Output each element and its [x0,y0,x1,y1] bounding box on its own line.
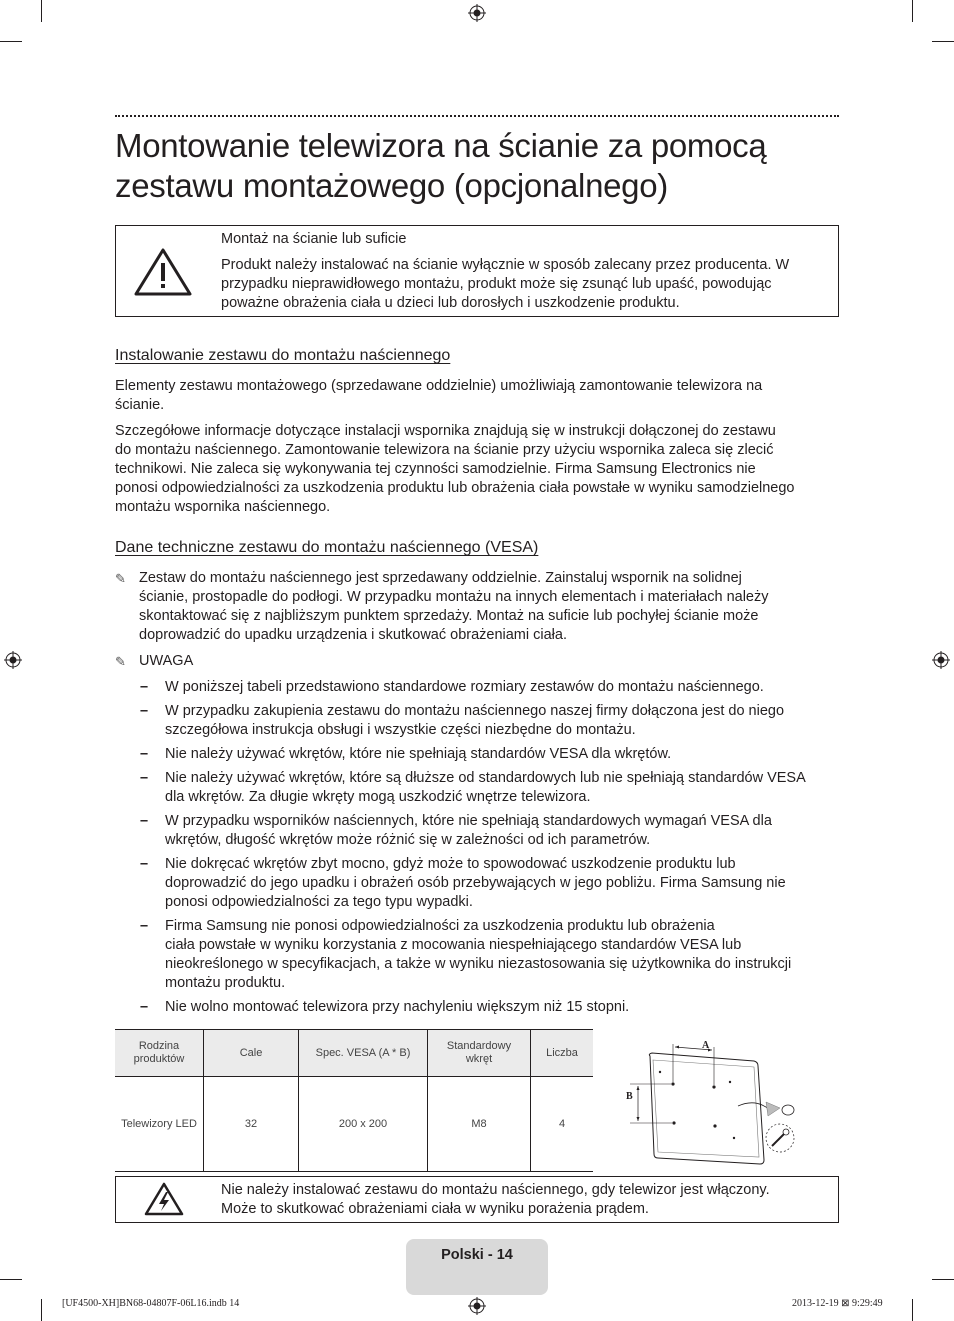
table-header-cell [531,1030,594,1077]
registration-mark-icon [932,651,950,669]
paragraph-line: ścianie. [115,397,165,413]
crop-mark [912,1299,913,1321]
list-item-line: dla wkrętów. Za długie wkręty mogą uszkodzić wnętrze telewizora. [165,789,591,805]
uwaga-note [115,652,839,672]
list-item-line: ciała powstałe w wyniku korzystania z mocowania niespełniającego standardów VESA lub [165,937,742,953]
list-item-line: szczegółowa instrukcja obsługi i wszystkie części niezbędne do montażu. [165,722,636,738]
registration-mark-icon [468,4,486,22]
list-item [140,769,840,807]
list-item-line: Nie dokręcać wkrętów zbyt mocno, gdyż może to spowodować uszkodzenie produktu lub [165,856,736,872]
table-header-text: Rodzina [138,1040,180,1052]
paragraph [115,422,839,517]
table-header-text: Liczba [546,1046,578,1059]
dimension-label-a: A [702,1040,710,1051]
table-header-text: wkręt [465,1053,493,1065]
paragraph [115,377,839,415]
table-cell: Telewizory LED [115,1077,204,1172]
note-line: doprowadzić do upadku urządzenia i skutkować obrażeniami ciała. [139,627,567,643]
print-timestamp: 2013-12-19 ⊠ 9:29:49 [792,1298,883,1309]
file-info: [UF4500-XH]BN68-04807F-06L16.indb 14 [62,1298,240,1309]
list-item-line: W poniższej tabeli przedstawiono standardowe rozmiary zestawów do montażu naściennego. [165,679,764,695]
pencil-note-icon: ✎ [115,654,126,669]
note-block [115,569,839,647]
table-cell: 200 x 200 [299,1077,428,1172]
table-cell: 4 [531,1077,594,1172]
vesa-spec-table [115,1029,593,1172]
table-header-cell [299,1030,428,1077]
list-dash: – [140,703,149,719]
list-item [140,702,840,740]
paragraph-line: Szczegółowe informacje dotyczące instalacji wspornika znajdują się w instrukcji dołączonej do zestawu [115,423,776,439]
table-cell: M8 [428,1077,531,1172]
list-item-line: W przypadku zakupienia zestawu do montażu naściennego naszej firmy dołączona jest do niego [165,703,785,719]
note-line: Zestaw do montażu naściennego jest sprzedawany oddzielnie. Zainstaluj wspornik na solidnej [139,570,742,586]
list-item [140,678,840,697]
list-item-line: Nie należy używać wkrętów, które nie spełniają standardów VESA dla wkrętów. [165,746,672,762]
crop-mark [41,1299,42,1321]
crop-mark [932,41,954,42]
list-item-line: Firma Samsung nie ponosi odpowiedzialności za uszkodzenia produktu lub obrażenia [165,918,715,934]
paragraph-line: do montażu naściennego. Zamontowanie telewizora na ścianie przy użyciu wspornika zaleca się zlecić [115,442,774,458]
paragraph-line: technikowi. Nie zaleca się wykonywania tej czynności samodzielnie. Firma Samsung Electronics nie [115,461,756,477]
table-header-text: Spec. VESA (A * B) [315,1046,411,1059]
warning-body-line: poważne obrażenia ciała u dzieci lub dorosłych i uszkodzenie produktu. [221,295,680,311]
uwaga-label: UWAGA [139,653,194,669]
electric-shock-warning-box [115,1176,839,1223]
danger-line: Może to skutkować obrażeniami ciała w wyniku porażenia prądem. [221,1201,649,1217]
list-dash: – [140,746,149,762]
list-item [140,998,840,1017]
registration-mark-icon [468,1297,486,1315]
table-header-text: produktów [133,1053,185,1065]
table-row [115,1077,593,1172]
crop-mark [0,1279,22,1280]
table-header-row [115,1030,593,1077]
crop-mark [0,41,22,42]
dimension-label-b: B [626,1091,633,1102]
warning-body-line: Produkt należy instalować na ścianie wyłącznie w sposób zalecany przez producenta. W [221,257,790,273]
paragraph-line: ponosi odpowiedzialności za uszkodzenia produktu lub obrażenia ciała powstałe w wyniku samodzielnego [115,480,795,496]
tv-back-mount-diagram [618,1030,818,1170]
section-heading-vesa: Dane techniczne zestawu do montażu naściennego (VESA) [115,539,539,556]
title-rule [115,115,839,117]
list-item-line: montażu produktu. [165,975,286,991]
paragraph-line: montażu wspornika naściennego. [115,499,331,515]
list-item-line: Nie należy używać wkrętów, które są dłuższe od standardowych lub nie spełniają standardów VESA [165,770,806,786]
list-dash: – [140,770,149,786]
list-item-line: W przypadku wsporników naściennych, które nie spełniają standardowych wymagań VESA dla [165,813,772,829]
list-item-line: nieokreślonego w specyfikacjach, a także w wyniku niezastosowania się użytkownika do instrukcji [165,956,792,972]
note-line: ścianie, prostopadle do podłogi. W przypadku montażu na innych elementach i materiałach należy [139,589,769,605]
table-header-text: Cale [239,1046,263,1059]
pencil-note-icon: ✎ [115,571,126,586]
table-header-cell [115,1030,204,1077]
page-number: Polski - 14 [441,1247,513,1263]
list-item [140,745,840,764]
uwaga-list [140,678,840,1022]
table-header-text: Standardowy [446,1040,512,1052]
paragraph-line: Elementy zestawu montażowego (sprzedawane oddzielnie) umożliwiają zamontowanie telewizora na [115,378,763,394]
page-number-tab [406,1239,548,1295]
list-dash: – [140,856,149,872]
table-header-cell [428,1030,531,1077]
list-item [140,855,840,912]
table-header-cell [204,1030,299,1077]
danger-line: Nie należy instalować zestawu do montażu naściennego, gdy telewizor jest włączony. [221,1182,770,1198]
crop-mark [932,1279,954,1280]
page-title-line: Montowanie telewizora na ścianie za pomocą [115,127,767,164]
electric-shock-warning-icon [116,1177,211,1222]
list-dash: – [140,918,149,934]
warning-body-line: przypadku nieprawidłowego montażu, produkt może się zsunąć lub upaść, powodując [221,276,772,292]
list-item [140,917,840,993]
crop-mark [41,0,42,22]
page-title [115,126,839,206]
list-item-line: wkrętów, długość wkrętów może różnić się w zależności od ich parametrów. [165,832,651,848]
crop-mark [912,0,913,22]
list-dash: – [140,679,149,695]
page-title-line: zestawu montażowego (opcjonalnego) [115,167,668,204]
list-item [140,812,840,850]
registration-mark-icon [4,651,22,669]
table-cell: 32 [204,1077,299,1172]
warning-triangle-icon [116,226,211,316]
list-item-line: Nie wolno montować telewizora przy nachyleniu większym niż 15 stopni. [165,999,630,1015]
warning-heading: Montaż na ścianie lub suficie [221,231,407,247]
section-heading-install: Instalowanie zestawu do montażu naściennego [115,347,451,364]
note-line: skontaktować się z najbliższym punktem sprzedaży. Montaż na suficie lub pochyłej ścianie może [139,608,759,624]
list-dash: – [140,999,149,1015]
wall-mount-warning-box [115,225,839,317]
list-dash: – [140,813,149,829]
list-item-line: doprowadzić do jego upadku i obrażeń osób przebywających w jego pobliżu. Firma Samsung nie [165,875,786,891]
list-item-line: ponosi odpowiedzialności za tego typu wypadki. [165,894,473,910]
